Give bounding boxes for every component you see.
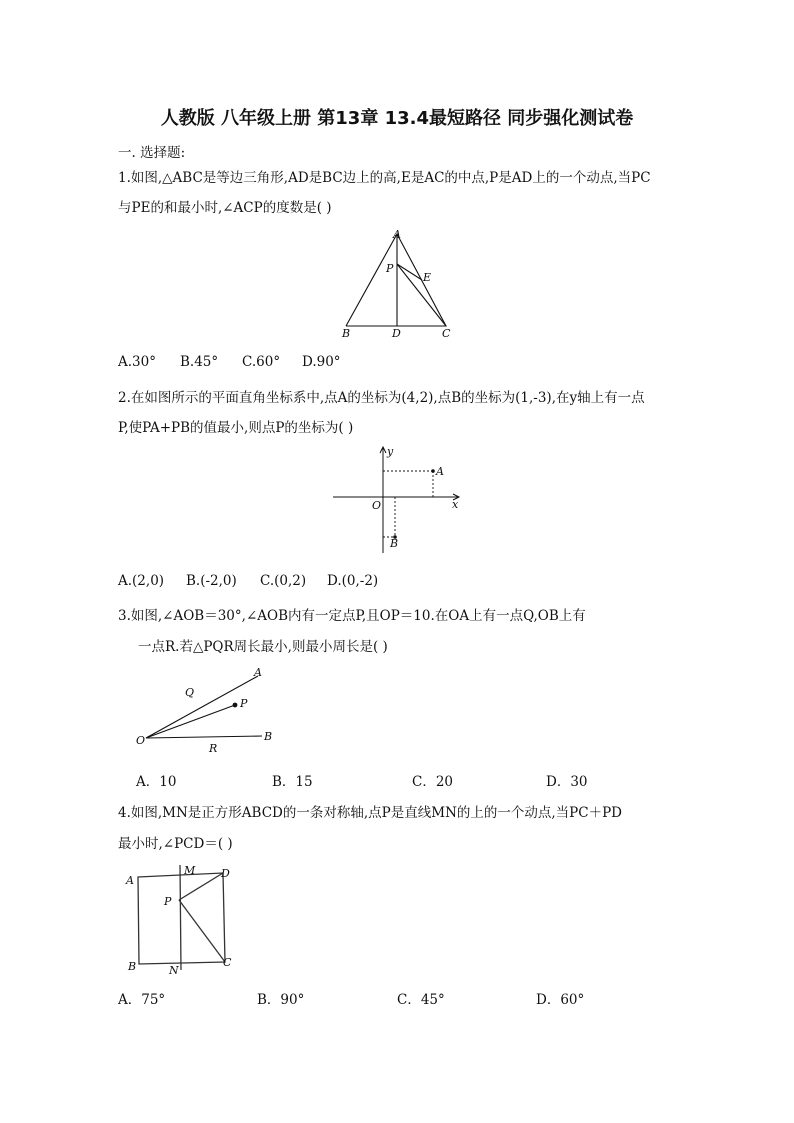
page-title: 人教版 八年级上册 第13章 13.4最短路径 同步强化测试卷 (160, 108, 634, 129)
q3-option-b: B．15 (272, 774, 313, 790)
q2-text-line1: 2.在如图所示的平面直角坐标系中,点A的坐标为(4,2),点B的坐标为(1,-3),在y轴上有一点 (118, 390, 645, 406)
q2-label-y: y (387, 445, 394, 458)
q1-label-d: D (392, 327, 401, 340)
section-heading: 一. 选择题: (118, 145, 186, 161)
q4-label-a: A (126, 874, 134, 887)
q4-option-c: C．45° (397, 992, 445, 1008)
q1-label-e: E (423, 271, 432, 284)
q2-option-b: B.(-2,0) (186, 573, 237, 589)
q2-option-a: A.(2,0) (118, 573, 165, 589)
q2-label-a: A (436, 465, 444, 478)
q4-text-line1: 4.如图,MN是正方形ABCD的一条对称轴,点P是直线MN的上的一个动点,当PC＋PD (118, 805, 623, 821)
q3-label-o: O (136, 734, 146, 747)
q3-label-p: P (240, 697, 248, 710)
q4-label-d: D (221, 867, 230, 880)
q4-option-a: A．75° (118, 992, 166, 1008)
q1-option-a: A.30° (118, 354, 156, 370)
q4-text-line2: 最小时,∠PCD＝( ) (118, 836, 233, 852)
q1-label-p: P (386, 262, 394, 275)
q2-coordinate-figure (328, 443, 468, 555)
q3-label-r: R (209, 742, 218, 755)
q3-option-d: D．30 (546, 774, 588, 790)
q4-label-c: C (223, 956, 232, 969)
q2-text-line2: P,使PA+PB的值最小,则点P的坐标为( ) (118, 420, 354, 436)
q3-text-line2: 一点R.若△PQR周长最小,则最小周长是( ) (138, 639, 388, 655)
q2-label-b: B (390, 537, 399, 550)
q1-triangle-figure (336, 224, 466, 344)
q3-option-a: A．10 (136, 774, 177, 790)
q3-option-c: C．20 (412, 774, 454, 790)
q3-label-a: A (254, 666, 262, 679)
q4-square-figure (120, 860, 245, 980)
q1-option-d: D.90° (302, 354, 341, 370)
q4-label-p: P (164, 895, 172, 908)
q1-option-c: C.60° (242, 354, 281, 370)
q2-label-o: O (372, 499, 382, 512)
q1-label-a: A (393, 228, 401, 241)
q2-option-c: C.(0,2) (260, 573, 307, 589)
q1-label-c: C (442, 327, 451, 340)
q1-label-b: B (342, 327, 351, 340)
q4-label-b: B (128, 960, 137, 973)
q3-label-b: B (264, 730, 273, 743)
q4-option-d: D．60° (536, 992, 585, 1008)
q1-text-line1: 1.如图,△ABC是等边三角形,AD是BC边上的高,E是AC的中点,P是AD上的一个动点,当PC (118, 170, 651, 186)
q2-label-x: x (452, 498, 459, 511)
q3-text-line1: 3.如图,∠AOB＝30°,∠AOB内有一定点P,且OP＝10.在OA上有一点Q,OB上有 (118, 608, 586, 624)
q1-option-b: B.45° (180, 354, 219, 370)
q1-text-line2: 与PE的和最小时,∠ACP的度数是( ) (118, 200, 332, 216)
q4-option-b: B．90° (257, 992, 305, 1008)
q4-label-m: M (184, 864, 196, 877)
q3-angle-figure (130, 662, 290, 757)
q2-option-d: D.(0,-2) (327, 573, 379, 589)
q3-label-q: Q (185, 686, 195, 699)
q4-label-n: N (169, 964, 179, 977)
